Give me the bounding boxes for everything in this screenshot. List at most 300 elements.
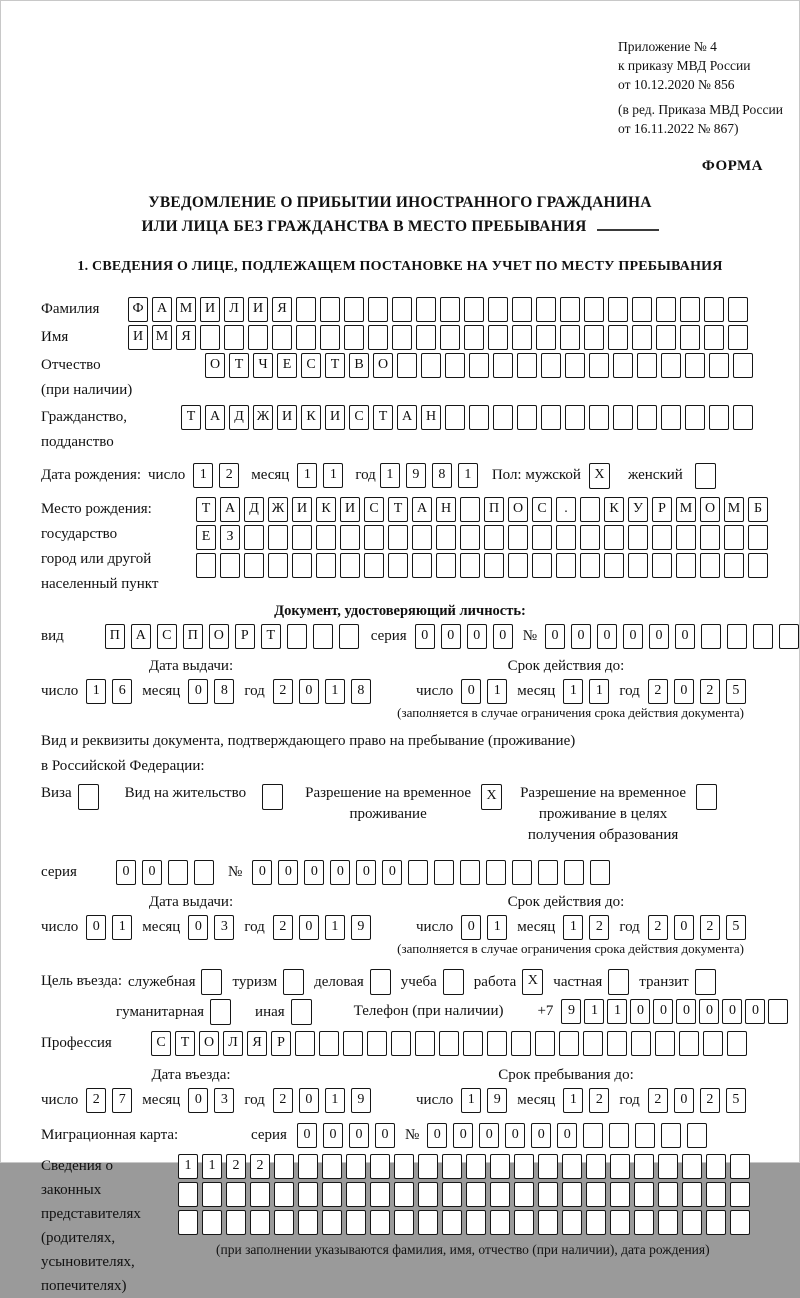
form-cell: 0: [299, 915, 319, 940]
form-cell: А: [220, 497, 240, 522]
purpose-official-label: служебная: [127, 974, 196, 990]
form-cell: [370, 1210, 390, 1235]
purpose-study-label: учеба: [400, 974, 437, 990]
form-cell: [584, 325, 604, 350]
purpose-private-label: частная: [553, 974, 603, 990]
form-cell: [655, 1031, 675, 1056]
entry-year-cells: [273, 1088, 371, 1113]
form-cell: 0: [461, 915, 481, 940]
form-cell: [512, 860, 532, 885]
form-cell: [392, 325, 412, 350]
visit-purpose-label: Цель въезда:: [41, 973, 122, 989]
birth-place-cells-row3: [196, 553, 768, 578]
form-cell: О: [209, 624, 229, 649]
migration-card-row: [41, 1123, 799, 1148]
form-cell: И: [128, 325, 148, 350]
surname-cells: [128, 297, 748, 322]
form-cell: 0: [116, 860, 136, 885]
month-label: месяц: [517, 1092, 556, 1108]
purpose-work-checkbox: X: [522, 969, 543, 995]
form-cell: С: [157, 624, 177, 649]
form-cell: [610, 1210, 630, 1235]
sex-female-checkbox: [695, 463, 716, 489]
birth-place-label: [41, 497, 196, 597]
form-cell: [724, 525, 744, 550]
given-name-row: [41, 325, 799, 350]
month-label: месяц: [517, 683, 556, 699]
form-cell: [343, 1031, 363, 1056]
form-cell: 2: [700, 915, 720, 940]
purpose-business-checkbox: [370, 969, 391, 995]
form-cell: [682, 1182, 702, 1207]
purpose-humanitarian-checkbox: [210, 999, 231, 1025]
form-cell: [287, 624, 307, 649]
issue-year-cells: [273, 915, 371, 940]
form-cell: [610, 1182, 630, 1207]
form-cell: [701, 624, 721, 649]
form-cell: [658, 1154, 678, 1179]
form-cell: [589, 353, 609, 378]
day-label: число: [416, 1092, 454, 1108]
form-cell: 3: [214, 1088, 234, 1113]
doc-type-label: вид: [41, 628, 64, 644]
form-cell: [514, 1182, 534, 1207]
entry-stay-dates: [41, 1064, 799, 1113]
form-cell: [652, 553, 672, 578]
form-cell: В: [349, 353, 369, 378]
form-cell: [292, 553, 312, 578]
form-cell: Т: [181, 405, 201, 430]
rvp-education-label-line3: получения образования: [527, 827, 679, 843]
issue-date-heading: Дата выдачи:: [148, 658, 234, 674]
form-cell: 0: [571, 624, 591, 649]
form-cell: 0: [653, 999, 673, 1024]
form-cell: 0: [674, 679, 694, 704]
form-cell: М: [152, 325, 172, 350]
purpose-other-checkbox: [291, 999, 312, 1025]
form-cell: [676, 525, 696, 550]
form-cell: [392, 297, 412, 322]
doc-series-cells: [415, 624, 513, 649]
phone-cells: [561, 999, 788, 1024]
birth-place-label-line2: государство: [41, 526, 118, 542]
form-cell: [244, 525, 264, 550]
form-cell: 8: [432, 463, 452, 488]
form-cell: [779, 624, 799, 649]
form-cell: [268, 525, 288, 550]
purpose-option: [255, 999, 312, 1025]
day-label: число: [416, 683, 454, 699]
form-cell: 0: [479, 1123, 499, 1148]
form-cell: [631, 1031, 651, 1056]
form-cell: [685, 353, 705, 378]
month-label: месяц: [517, 919, 556, 935]
form-cell: [202, 1210, 222, 1235]
form-cell: [560, 297, 580, 322]
form-cell: .: [556, 497, 576, 522]
valid-date-line: [416, 679, 756, 704]
form-cell: 0: [188, 915, 208, 940]
form-cell: 0: [597, 624, 617, 649]
form-cell: [753, 624, 773, 649]
citizenship-cells: [181, 405, 753, 430]
form-cell: [560, 325, 580, 350]
form-cell: [368, 297, 388, 322]
identity-doc-row: [41, 624, 799, 649]
citizenship-label-line1: Гражданство,: [41, 409, 128, 425]
form-cell: И: [292, 497, 312, 522]
valid-date-group: [416, 891, 756, 940]
purpose-option: [314, 969, 391, 995]
purpose-other-label: иная: [255, 1004, 285, 1020]
form-cell: [388, 525, 408, 550]
form-cell: Е: [196, 525, 216, 550]
form-cell: [346, 1210, 366, 1235]
form-cell: [685, 405, 705, 430]
issue-day-cells: [86, 915, 132, 940]
purpose-option: [116, 999, 231, 1025]
form-cell: [388, 553, 408, 578]
rvp-education-checkbox: [696, 784, 717, 810]
year-label: год: [244, 1092, 265, 1108]
form-cell: [634, 1210, 654, 1235]
day-label: число: [41, 919, 79, 935]
rvp-education-label: [520, 783, 686, 846]
form-cell: [559, 1031, 579, 1056]
profession-row: [41, 1031, 799, 1056]
form-cell: И: [340, 497, 360, 522]
sex-male-label: Пол: мужской: [491, 467, 581, 483]
form-cell: 1: [584, 999, 604, 1024]
form-cell: [296, 325, 316, 350]
form-cell: 2: [700, 679, 720, 704]
form-cell: И: [248, 297, 268, 322]
representatives-note: (при заполнении указываются фамилия, имя, отчество (при наличии), дата рождения): [216, 1242, 710, 1257]
month-label: месяц: [142, 683, 181, 699]
sex-female-label: женский: [627, 467, 683, 483]
form-cell: 9: [351, 915, 371, 940]
form-cell: 1: [563, 1088, 583, 1113]
form-cell: [316, 553, 336, 578]
form-cell: [562, 1182, 582, 1207]
form-cell: [607, 1031, 627, 1056]
form-cell: 2: [86, 1088, 106, 1113]
day-label: число: [416, 919, 454, 935]
identity-doc-dates: [41, 655, 799, 704]
form-cell: Я: [176, 325, 196, 350]
form-cell: 0: [252, 860, 272, 885]
form-cell: [319, 1031, 339, 1056]
visa-label: Виза: [41, 785, 72, 801]
representatives-cells-row1: [178, 1154, 750, 1179]
form-cell: 1: [325, 915, 345, 940]
residence-doc-intro-line2: в Российской Федерации:: [41, 758, 205, 774]
form-cell: [590, 860, 610, 885]
form-cell: [298, 1182, 318, 1207]
form-cell: [490, 1154, 510, 1179]
form-cell: [322, 1154, 342, 1179]
form-cell: [226, 1210, 246, 1235]
form-cell: [436, 553, 456, 578]
form-cell: Л: [224, 297, 244, 322]
form-cell: [514, 1210, 534, 1235]
purpose-option: [639, 969, 715, 995]
form-cell: [564, 860, 584, 885]
form-cell: [202, 1182, 222, 1207]
profession-label: Профессия: [41, 1035, 112, 1051]
surname-label: Фамилия: [41, 301, 100, 317]
form-cell: [460, 553, 480, 578]
form-cell: 2: [700, 1088, 720, 1113]
form-cell: 0: [427, 1123, 447, 1148]
form-cell: [541, 353, 561, 378]
form-cell: Р: [271, 1031, 291, 1056]
form-cell: [656, 297, 676, 322]
migration-number-cells: [427, 1123, 707, 1148]
form-cell: 1: [487, 679, 507, 704]
form-cell: [562, 1154, 582, 1179]
form-cell: 1: [325, 1088, 345, 1113]
valid-date-heading: Срок действия до:: [507, 658, 625, 674]
form-cell: Ч: [253, 353, 273, 378]
form-cell: 2: [589, 915, 609, 940]
year-label: год: [619, 919, 640, 935]
issue-date-heading: Дата выдачи:: [148, 894, 234, 910]
form-cell: [322, 1182, 342, 1207]
form-cell: [512, 297, 532, 322]
form-cell: [460, 497, 480, 522]
form-cell: [370, 1154, 390, 1179]
form-cell: 0: [493, 624, 513, 649]
form-cell: [486, 860, 506, 885]
rvp-education-label-line2: проживание в целях: [538, 806, 668, 822]
purpose-option: [553, 969, 629, 995]
birth-place-cells-row1: [196, 497, 768, 522]
form-cell: 0: [375, 1123, 395, 1148]
form-cell: [466, 1154, 486, 1179]
migration-series-cells: [297, 1123, 395, 1148]
form-cell: А: [131, 624, 151, 649]
form-cell: 0: [722, 999, 742, 1024]
form-cell: [394, 1154, 414, 1179]
year-label: год: [355, 467, 376, 483]
form-cell: 1: [178, 1154, 198, 1179]
form-cell: И: [325, 405, 345, 430]
form-cell: [464, 297, 484, 322]
form-cell: [220, 553, 240, 578]
form-cell: [656, 325, 676, 350]
form-cell: Т: [196, 497, 216, 522]
purpose-work-label: работа: [473, 974, 517, 990]
residence-permit-option: [125, 783, 283, 810]
form-cell: Ф: [128, 297, 148, 322]
patronymic-cells: [205, 353, 753, 378]
representatives-label-line: Сведения о: [41, 1158, 113, 1174]
valid-date-group: [416, 655, 756, 704]
form-cell: 1: [380, 463, 400, 488]
form-cell: 0: [649, 624, 669, 649]
form-cell: [469, 405, 489, 430]
form-cell: У: [628, 497, 648, 522]
form-cell: [608, 297, 628, 322]
form-cell: [272, 325, 292, 350]
form-cell: 0: [349, 1123, 369, 1148]
form-cell: 1: [193, 463, 213, 488]
identity-doc-note: (заполняется в случае ограничения срока действия документа): [397, 705, 744, 720]
issue-year-cells: [273, 679, 371, 704]
stay-until-line: [416, 1088, 756, 1113]
form-cell: [676, 553, 696, 578]
entry-day-cells: [86, 1088, 132, 1113]
day-label: число: [41, 683, 79, 699]
purpose-tourism-label: туризм: [232, 974, 278, 990]
birth-date-label: Дата рождения:: [41, 467, 142, 483]
purpose-option: [128, 969, 223, 995]
form-cell: [493, 353, 513, 378]
citizenship-label: [41, 405, 181, 455]
form-cell: [682, 1210, 702, 1235]
form-cell: [487, 1031, 507, 1056]
rvp-option: [305, 783, 502, 825]
purpose-official-checkbox: [201, 969, 222, 995]
form-cell: [339, 624, 359, 649]
form-cell: [367, 1031, 387, 1056]
header-line: (в ред. Приказа МВД России: [618, 102, 783, 117]
form-cell: [613, 405, 633, 430]
form-cell: 0: [467, 624, 487, 649]
form-cell: Р: [652, 497, 672, 522]
form-cell: О: [199, 1031, 219, 1056]
form-cell: [724, 553, 744, 578]
form-cell: [298, 1210, 318, 1235]
form-cell: 8: [214, 679, 234, 704]
header-line: к приказу МВД России: [618, 58, 751, 73]
form-cell: [196, 553, 216, 578]
form-cell: 0: [630, 999, 650, 1024]
form-cell: [628, 525, 648, 550]
form-cell: 0: [505, 1123, 525, 1148]
phone-prefix: +7: [537, 1003, 554, 1019]
form-cell: М: [176, 297, 196, 322]
entry-date-line: [41, 1088, 416, 1113]
form-cell: 2: [589, 1088, 609, 1113]
form-cell: 0: [86, 915, 106, 940]
form-cell: [680, 325, 700, 350]
form-cell: 2: [250, 1154, 270, 1179]
form-cell: [512, 325, 532, 350]
form-cell: [344, 325, 364, 350]
form-cell: [340, 525, 360, 550]
form-cell: [536, 325, 556, 350]
birth-day-cells: [193, 463, 239, 488]
form-cell: [488, 297, 508, 322]
valid-day-cells: [461, 915, 507, 940]
form-cell: [583, 1031, 603, 1056]
issue-date-group: [41, 891, 416, 940]
form-cell: [609, 1123, 629, 1148]
form-cell: [466, 1210, 486, 1235]
doc-type-cells: [105, 624, 359, 649]
form-cell: С: [151, 1031, 171, 1056]
form-cell: [700, 553, 720, 578]
form-cell: Т: [373, 405, 393, 430]
form-cell: [661, 353, 681, 378]
form-cell: [412, 525, 432, 550]
form-cell: [727, 624, 747, 649]
form-cell: С: [364, 497, 384, 522]
birth-place-cells-row2: [196, 525, 768, 550]
form-cell: [250, 1182, 270, 1207]
form-cell: [604, 553, 624, 578]
form-cell: [536, 297, 556, 322]
residence-number-cells: [252, 860, 610, 885]
representatives-label-line: законных: [41, 1182, 102, 1198]
header-line: от 10.12.2020 № 856: [618, 77, 735, 92]
form-cell: [538, 1182, 558, 1207]
birth-place-label-line3: город или другой: [41, 551, 152, 567]
form-cell: 0: [557, 1123, 577, 1148]
purpose-study-checkbox: [443, 969, 464, 995]
residence-doc-note: (заполняется в случае ограничения срока действия документа): [397, 941, 744, 956]
form-cell: [706, 1182, 726, 1207]
form-cell: Н: [436, 497, 456, 522]
form-cell: [658, 1182, 678, 1207]
form-cell: [748, 525, 768, 550]
form-cell: 2: [648, 679, 668, 704]
rvp-checkbox: X: [481, 784, 502, 810]
form-cell: [178, 1210, 198, 1235]
form-cell: [613, 353, 633, 378]
form-cell: 2: [648, 915, 668, 940]
form-cell: Я: [272, 297, 292, 322]
form-cell: [532, 525, 552, 550]
form-cell: [316, 525, 336, 550]
month-label: месяц: [142, 919, 181, 935]
form-cell: [728, 325, 748, 350]
form-cell: [440, 325, 460, 350]
form-cell: [416, 325, 436, 350]
form-cell: [344, 297, 364, 322]
form-cell: 0: [674, 915, 694, 940]
representatives-label-line: попечителях): [41, 1278, 127, 1294]
rvp-label-line1: Разрешение на временное: [305, 785, 472, 801]
form-cell: А: [205, 405, 225, 430]
form-cell: [730, 1210, 750, 1235]
form-cell: [364, 553, 384, 578]
doc-series-label: серия: [370, 628, 407, 644]
form-cell: [709, 353, 729, 378]
year-label: год: [244, 683, 265, 699]
form-cell: 1: [86, 679, 106, 704]
residence-number-label: №: [228, 864, 243, 880]
form-cell: [580, 525, 600, 550]
form-cell: [658, 1210, 678, 1235]
year-label: год: [619, 1092, 640, 1108]
form-cell: [508, 525, 528, 550]
citizenship-row: [41, 405, 799, 455]
form-cell: [706, 1154, 726, 1179]
form-cell: Б: [748, 497, 768, 522]
form-cell: 0: [676, 999, 696, 1024]
form-cell: О: [205, 353, 225, 378]
form-cell: [320, 297, 340, 322]
form-cell: Т: [229, 353, 249, 378]
form-cell: Е: [277, 353, 297, 378]
form-cell: [730, 1154, 750, 1179]
form-cell: [469, 353, 489, 378]
form-cell: Т: [261, 624, 281, 649]
issue-month-cells: [188, 915, 234, 940]
